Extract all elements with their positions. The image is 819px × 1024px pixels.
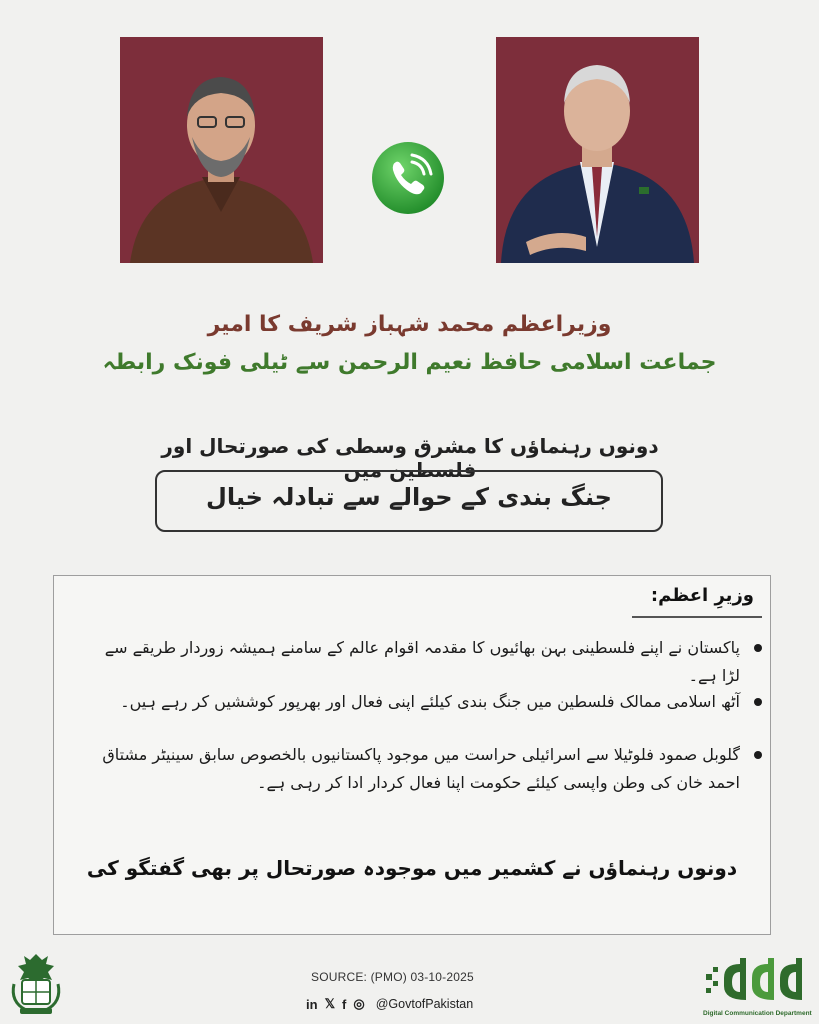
bullet-dot	[754, 698, 762, 706]
portrait-shehbaz-sharif	[496, 37, 699, 263]
instagram-icon[interactable]: ◎	[353, 996, 365, 1011]
phone-call-icon	[370, 140, 446, 216]
bullet-item	[90, 634, 762, 690]
headline-line-2: جماعت اسلامی حافظ نعیم الرحمن سے ٹیلی فونک رابطہ	[102, 350, 717, 375]
bullet-item	[90, 741, 762, 797]
topic-line-2: جنگ بندی کے حوالے سے تبادلہ خیال	[206, 483, 612, 511]
closing-statement: دونوں رہنماؤں نے کشمیر میں موجودہ صورتحال پر بھی گفتگو کی	[86, 856, 738, 880]
bullet-text: گلوبل صمود فلوٹیلا سے اسرائیلی حراست میں موجود پاکستانیوں بالخصوص سابق سینیٹر مشتاق احمد خان کی وطن واپسی کیلئے حکومت اپنا فعال کردار ادا کر رہی ہے۔	[102, 745, 740, 792]
topic-line-1: دونوں رہنماؤں کا مشرق وسطی کی صورتحال اور فلسطین میں	[161, 434, 659, 482]
logo-label: Digital Communication Department	[703, 1010, 812, 1017]
bullet-item	[90, 688, 762, 716]
social-bar	[306, 996, 473, 1012]
person-left-illustration	[120, 37, 323, 263]
person-right-illustration	[496, 37, 699, 263]
state-emblem-icon	[8, 950, 64, 1016]
statement-card	[53, 575, 771, 935]
bullet-text: پاکستان نے اپنے فلسطینی بہن بھائیوں کا مقدمہ اقوام عالم کے سامنے ہمیشہ زوردار طریقے سے لڑا ہے۔	[104, 638, 740, 685]
bullet-text: آٹھ اسلامی ممالک فلسطین میں جنگ بندی کیلئے اپنی فعال اور بھرپور کوششیں کر رہے ہیں۔	[120, 692, 740, 711]
social-handle[interactable]: @GovtofPakistan	[375, 997, 474, 1011]
portrait-hafiz-naeem	[120, 37, 323, 263]
card-heading: وزیرِ اعظم:	[650, 585, 754, 606]
linkedin-icon[interactable]: in	[306, 996, 318, 1012]
x-icon[interactable]: 𝕏	[324, 996, 336, 1011]
ddd-logo-icon	[704, 952, 812, 1012]
bullet-dot	[754, 644, 762, 652]
source-credit: SOURCE: (PMO) 03-10-2025	[311, 970, 474, 984]
heading-underline	[632, 616, 762, 618]
bullet-dot	[754, 751, 762, 759]
facebook-icon[interactable]: f	[342, 996, 347, 1012]
headline-line-1: وزیراعظم محمد شہباز شریف کا امیر	[207, 312, 612, 337]
